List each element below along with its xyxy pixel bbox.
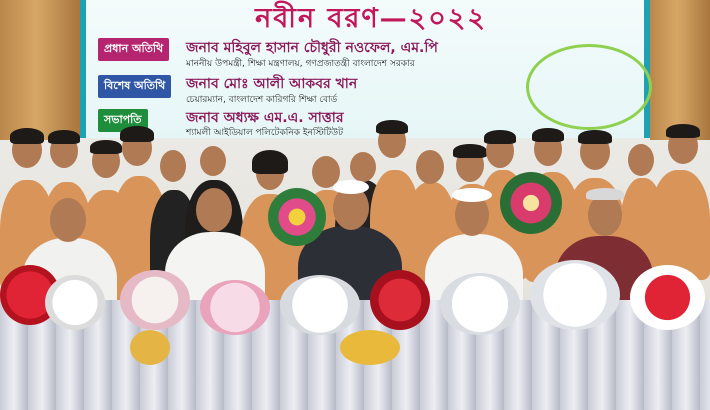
president-title: শ্যামলী আইডিয়াল পলিটেকনিক ইনস্টিটিউট	[186, 128, 344, 138]
special-guest-title: চেয়ারম্যান, বাংলাদেশ কারিগরি শিক্ষা বোর্ড	[186, 95, 338, 105]
student-hair	[578, 130, 612, 144]
student-hair	[10, 128, 44, 144]
badge-special-guest: বিশেষ অতিথি	[98, 75, 171, 98]
flower-bouquet	[268, 188, 326, 246]
badge-chief-guest: প্রধান অতিথি	[98, 38, 169, 61]
student-hair	[48, 130, 80, 144]
event-banner	[80, 0, 650, 138]
table-flower-decoration	[0, 255, 710, 365]
student-head	[200, 146, 226, 176]
gold-leaf-decoration	[130, 330, 170, 365]
white-flower-cluster	[45, 275, 105, 330]
white-flower-cluster	[440, 273, 520, 335]
president-name: জনাব অধ্যক্ষ এম.এ. সাত্তার	[186, 110, 344, 126]
student-hair	[453, 144, 487, 158]
banner-title: নবীন বরণ—২০২২	[255, 3, 487, 34]
white-flower-cluster	[530, 260, 620, 330]
student-hair	[484, 130, 516, 144]
flower-bouquet	[500, 172, 562, 234]
red-rose-cluster	[370, 270, 430, 330]
student-head	[416, 150, 444, 184]
decorative-ring	[526, 44, 652, 130]
guest-head	[50, 198, 86, 242]
student-hair	[376, 120, 408, 134]
chief-guest-name: জনাব মহিবুল হাসান চৌধুরী নওফেল, এম.পি	[186, 40, 438, 56]
gold-leaf-decoration	[340, 330, 400, 365]
student-head	[160, 150, 186, 182]
red-white-cluster	[630, 265, 705, 330]
right-wood-panel	[650, 0, 710, 140]
white-cap	[452, 188, 492, 202]
student-hair	[252, 150, 288, 174]
student-hair	[90, 140, 122, 154]
pink-flower-cluster	[200, 280, 270, 335]
white-flower-cluster	[120, 270, 190, 330]
student-hair	[532, 128, 564, 142]
badge-president: সভাপতি	[98, 109, 148, 132]
white-cap	[333, 180, 369, 194]
left-wood-panel	[0, 0, 80, 140]
guest-head	[196, 188, 232, 232]
student-head	[350, 152, 376, 182]
student-hair	[120, 126, 154, 142]
white-flower-cluster	[280, 275, 360, 335]
student-head	[628, 144, 654, 176]
chief-guest-title: মাননীয় উপমন্ত্রী, শিক্ষা মন্ত্রণালয়, গণপ্রজাতন্ত্রী বাংলাদেশ সরকার	[186, 59, 415, 69]
special-guest-name: জনাব মোঃ আলী আকবর খান	[186, 76, 358, 92]
student-hair	[666, 124, 700, 138]
grey-hair	[586, 188, 624, 200]
guest-head	[588, 194, 622, 236]
